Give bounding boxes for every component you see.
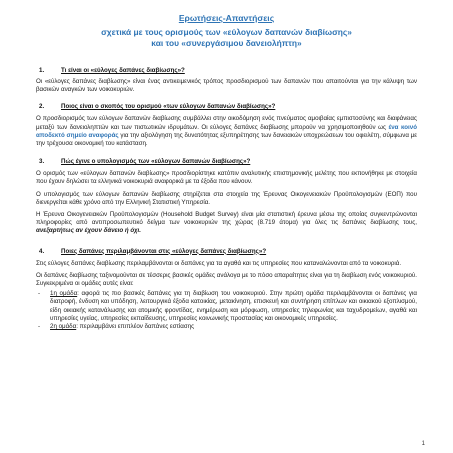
group-description: : αφορά τις πιο βασικές δαπάνες για τη διαβίωση του νοικοκυριού. Στην πρώτη ομάδα περιλαμβάνονται οι δαπάνες για διατροφή, ένδυση και υπόδηση, λειτουργικά έξοδα κατοικίας, μετακίνηση, επισκευή και συντήρηση επίπλων και οικιακού εξοπλισμού, είδη οικιακής κατανάλωσης και ατομικής φροντίδας, ενημέρωση και μόρφωση, υπηρεσίες τηλεφωνίας και ταχυδρομείων, αγαθά και υπηρεσίες υγείας, υπηρεσίες εκπαίδευσης, υπηρεσίες κοινωνικής προστασίας και οικονομικές υπηρεσίες. bbox=[50, 290, 417, 322]
answer-4-paragraph-2: Οι δαπάνες διαβίωσης ταξινομούνται σε τέσσερις βασικές ομάδες ανάλογα με το πόσο απαραίτητες είναι για τη διαβίωση ενός νοικοκυριού. Συγκεκριμένα οι ομάδες αυτές είναι: bbox=[36, 271, 417, 288]
answer-3-paragraph-3 bbox=[36, 211, 417, 236]
list-item bbox=[36, 323, 417, 331]
answer-3-paragraph-2: Ο υπολογισμός των εύλογων δαπανών διαβίωσης στηρίζεται στα στοιχεία της Έρευνας Οικογενειακών Προϋπολογισμών (ΕΟΠ) που διενεργείται κάθε χρόνο από την Ελληνική Στατιστική Υπηρεσία. bbox=[36, 190, 417, 206]
answer-2 bbox=[36, 115, 417, 148]
question-4-heading bbox=[36, 248, 417, 256]
group-label: 1η ομάδα bbox=[50, 290, 78, 298]
document-subtitle-line1: σχετικά με τους ορισμούς των «εύλογων δαπανών διαβίωσης» bbox=[101, 27, 352, 37]
page-number: 1 bbox=[421, 441, 425, 447]
group-label: 2η ομάδα bbox=[50, 323, 77, 331]
section-2 bbox=[36, 103, 417, 148]
answer-3-part1: Η Έρευνα Οικογενειακών Προϋπολογισμών (Household Budget Survey) είναι μία στατιστική έρευνα μέσω της οποίας συγκεντρώνονται πληροφορίες από αντιπροσωπευτικό δείγμα των νοικοκυριών της χώρας (8.719 άτομα) για όλες τις δαπάνες διαβίωσης τους, bbox=[36, 211, 417, 227]
question-text: Ποιες δαπάνες περιλαμβάνονται στις «εύλογες δαπάνες διαβίωσης»? bbox=[61, 247, 267, 255]
document-subtitle-line2: και του «συνεργάσιμου δανειολήπτη» bbox=[151, 38, 302, 48]
answer-2-highlight: ένα κοινό αποδεκτό σημείο αναφοράς bbox=[36, 123, 417, 139]
section-4 bbox=[36, 248, 417, 332]
list-item bbox=[36, 290, 417, 323]
question-text: Ποιος είναι ο σκοπός του ορισμού «των εύλογων δαπανών διαβίωσης»? bbox=[61, 103, 276, 111]
bullet-dash: - bbox=[38, 323, 41, 331]
question-number: 3. bbox=[39, 158, 45, 166]
expense-groups-list bbox=[36, 290, 417, 331]
question-text: Τι είναι οι «εύλογες δαπάνες διαβίωσης»? bbox=[61, 67, 185, 74]
answer-3-paragraph-1: Ο ορισμός των «εύλογων δαπανών διαβίωσης» προσδιορίστηκε κατόπιν αναλυτικής επιστημονικής μελέτης που εκπονήθηκε με στοιχεία που έχουν δηλώσει τα ελληνικά νοικοκυριά αναφορικά με τα έξοδα που κάνουν. bbox=[36, 170, 417, 186]
group-description: : περιλαμβάνει επιπλέον δαπάνες εστίασης bbox=[76, 323, 195, 331]
question-3-heading bbox=[36, 158, 417, 166]
question-number: 2. bbox=[39, 103, 45, 111]
document-title: Ερωτήσεις-Απαντήσεις bbox=[178, 13, 275, 23]
answer-1: Οι «εύλογες δαπάνες διαβίωσης» είναι ένας αντικειμενικός τρόπος προσδιορισμού των δαπανών που απαιτούνται για την κάλυψη των βασικών αναγκών των νοικοκυριών. bbox=[36, 78, 417, 94]
question-number: 1. bbox=[39, 67, 45, 74]
answer-4-paragraph-1: Στις εύλογες δαπάνες διαβίωσης περιλαμβάνονται οι δαπάνες για τα αγαθά και τις υπηρεσίες που καταναλώνονται από τα νοικοκυριά. bbox=[36, 259, 402, 267]
section-3 bbox=[36, 158, 417, 235]
question-2-heading bbox=[36, 103, 417, 111]
question-text: Πώς έγινε ο υπολογισμός των «εύλογων δαπανών διαβίωσης»? bbox=[61, 158, 251, 166]
answer-3-highlight: ανεξαρτήτως αν έχουν δάνειο ή όχι. bbox=[36, 227, 141, 235]
answer-2-part1: Ο προσδιορισμός των εύλογων δαπανών διαβίωσης συμβάλλει στην οικοδόμηση ενός πνεύματος αμοιβαίας εμπιστοσύνης και διαφάνειας μεταξύ των δανειοληπτών και των πιστωτικών ιδρυμάτων. Οι εύλογες δαπάνες διαβίωσης μπορούν να χρησιμοποιηθούν ως bbox=[36, 115, 417, 131]
question-number: 4. bbox=[39, 247, 45, 255]
bullet-dash: - bbox=[38, 290, 41, 298]
section-1 bbox=[36, 67, 417, 94]
answer-2-part2: για την αξιολόγηση της δυνατότητας εξυπηρέτησης των δανειακών υποχρεώσεων του οφειλέτη, σύμφωνα με την τρέχουσα οικονομική του κατάσταση. bbox=[36, 131, 417, 148]
question-1-heading bbox=[36, 67, 417, 75]
